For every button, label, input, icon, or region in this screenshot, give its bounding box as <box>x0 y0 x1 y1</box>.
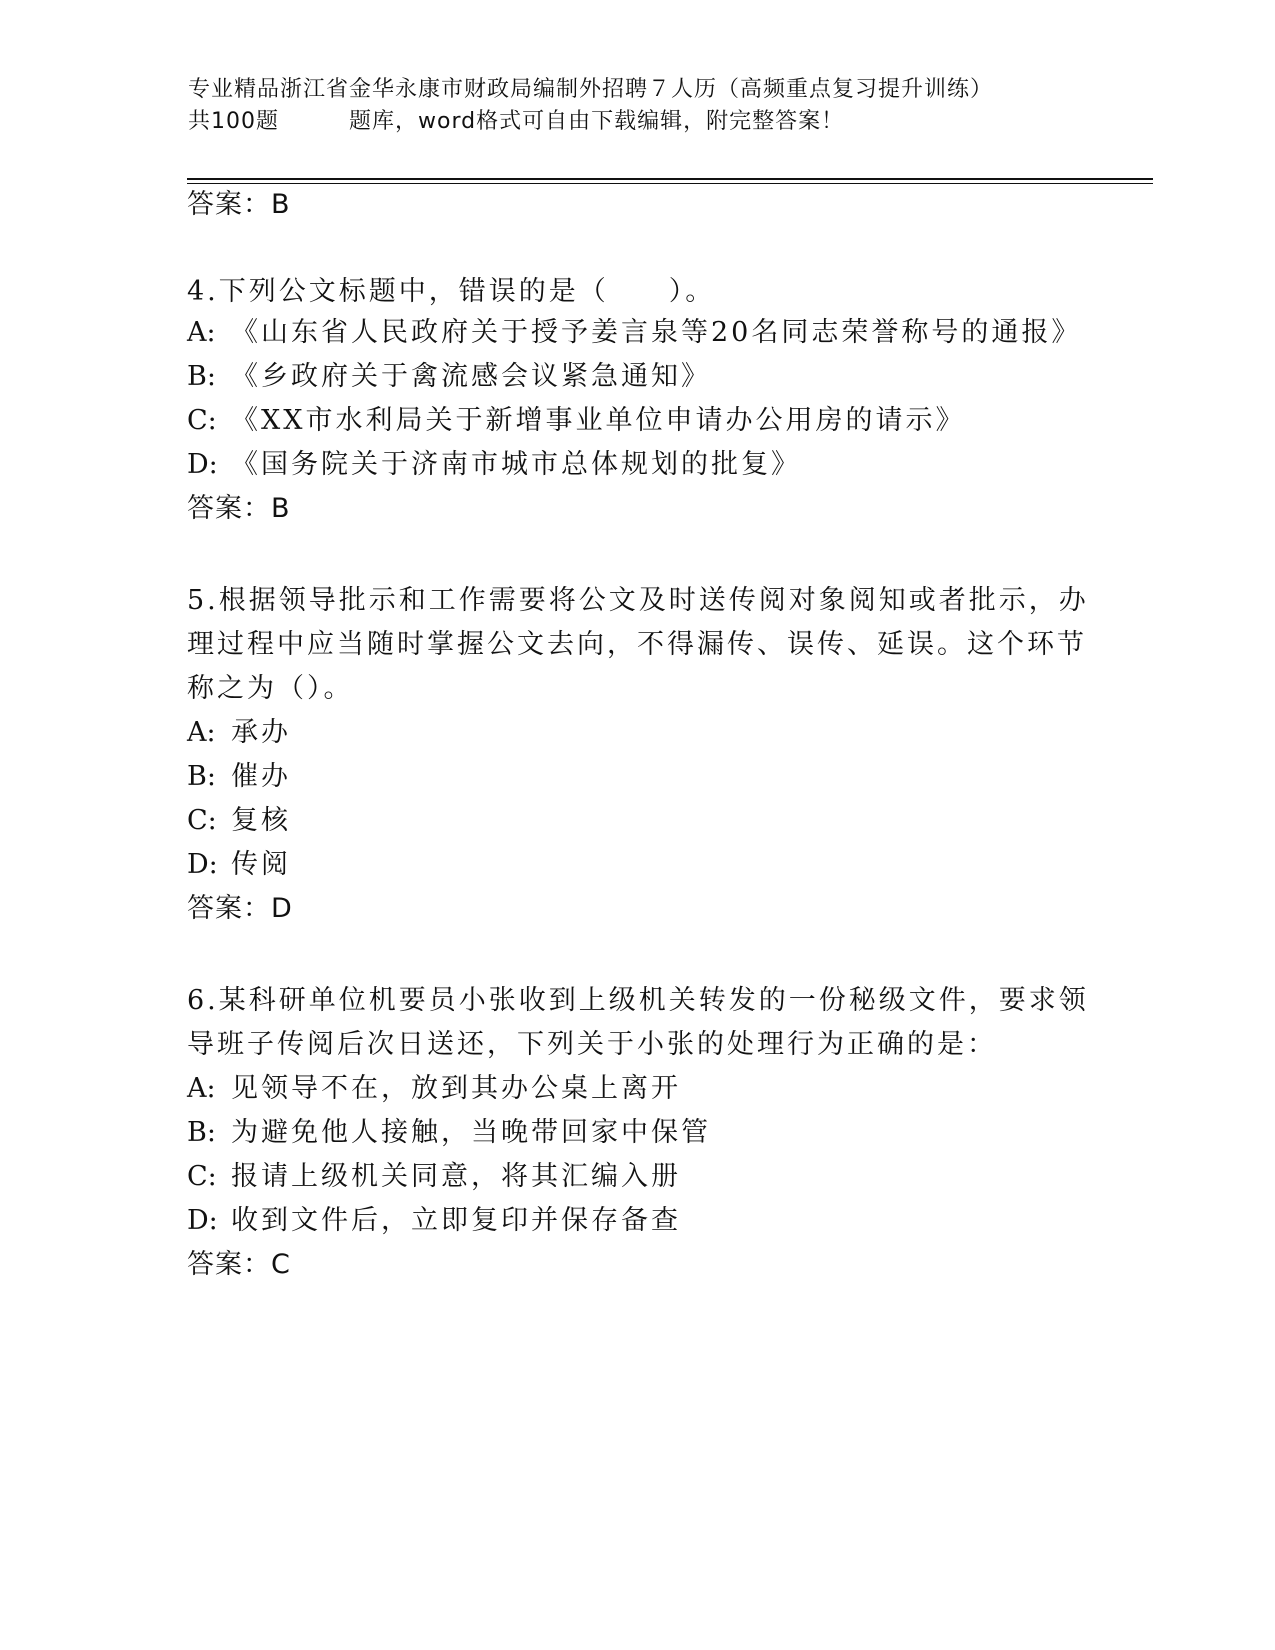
header-divider-thick <box>187 178 1153 180</box>
question-5-option-d: D: 传阅 <box>187 849 291 880</box>
question-6-text-line-1: 6.某科研单位机要员小张收到上级机关转发的一份秘级文件，要求领 <box>187 985 1089 1016</box>
header-subtitle-line <box>188 106 1088 138</box>
question-6-option-a: A: 见领导不在，放到其办公桌上离开 <box>187 1073 681 1104</box>
header-divider-thin <box>187 183 1153 184</box>
question-4-option-b: B: 《乡政府关于禽流感会议紧急通知》 <box>187 361 711 392</box>
header-title-line: 专业精品浙江省金华永康市财政局编制外招聘７人历（高频重点复习提升训练） <box>188 77 994 102</box>
question-5-text-line-1: 5.根据领导批示和工作需要将公文及时送传阅对象阅知或者批示，办 <box>187 585 1089 616</box>
question-5-option-a: A: 承办 <box>187 717 291 748</box>
question-5-option-c: C: 复核 <box>187 805 291 836</box>
previous-answer: 答案：B <box>187 189 291 220</box>
question-4-option-a: A: 《山东省人民政府关于授予姜言泉等20名同志荣誉称号的通报》 <box>187 317 1082 348</box>
header-description: 题库，word格式可自由下载编辑，附完整答案！ <box>349 109 845 134</box>
question-4-answer: 答案：B <box>187 493 291 524</box>
question-5-answer: 答案：D <box>187 893 293 924</box>
question-6-option-c: C: 报请上级机关同意，将其汇编入册 <box>187 1161 681 1192</box>
question-4-option-c: C: 《XX市水利局关于新增事业单位申请办公用房的请示》 <box>187 405 966 436</box>
question-6-text-line-2: 导班子传阅后次日送还，下列关于小张的处理行为正确的是： <box>187 1029 997 1060</box>
question-5-text-line-3: 称之为（）。 <box>187 673 354 704</box>
question-6-option-d: D: 收到文件后，立即复印并保存备查 <box>187 1205 681 1236</box>
document-header <box>188 74 1088 138</box>
question-6-answer: 答案：C <box>187 1249 291 1280</box>
question-6-option-b: B: 为避免他人接触，当晚带回家中保管 <box>187 1117 711 1148</box>
header-question-count: 共100题 <box>188 109 279 134</box>
question-4-text: 4.下列公文标题中，错误的是（ ）。 <box>187 276 716 307</box>
question-4-option-d: D: 《国务院关于济南市城市总体规划的批复》 <box>187 449 801 480</box>
question-5-option-b: B: 催办 <box>187 761 291 792</box>
question-5-text-line-2: 理过程中应当随时掌握公文去向，不得漏传、误传、延误。这个环节 <box>187 629 1087 660</box>
